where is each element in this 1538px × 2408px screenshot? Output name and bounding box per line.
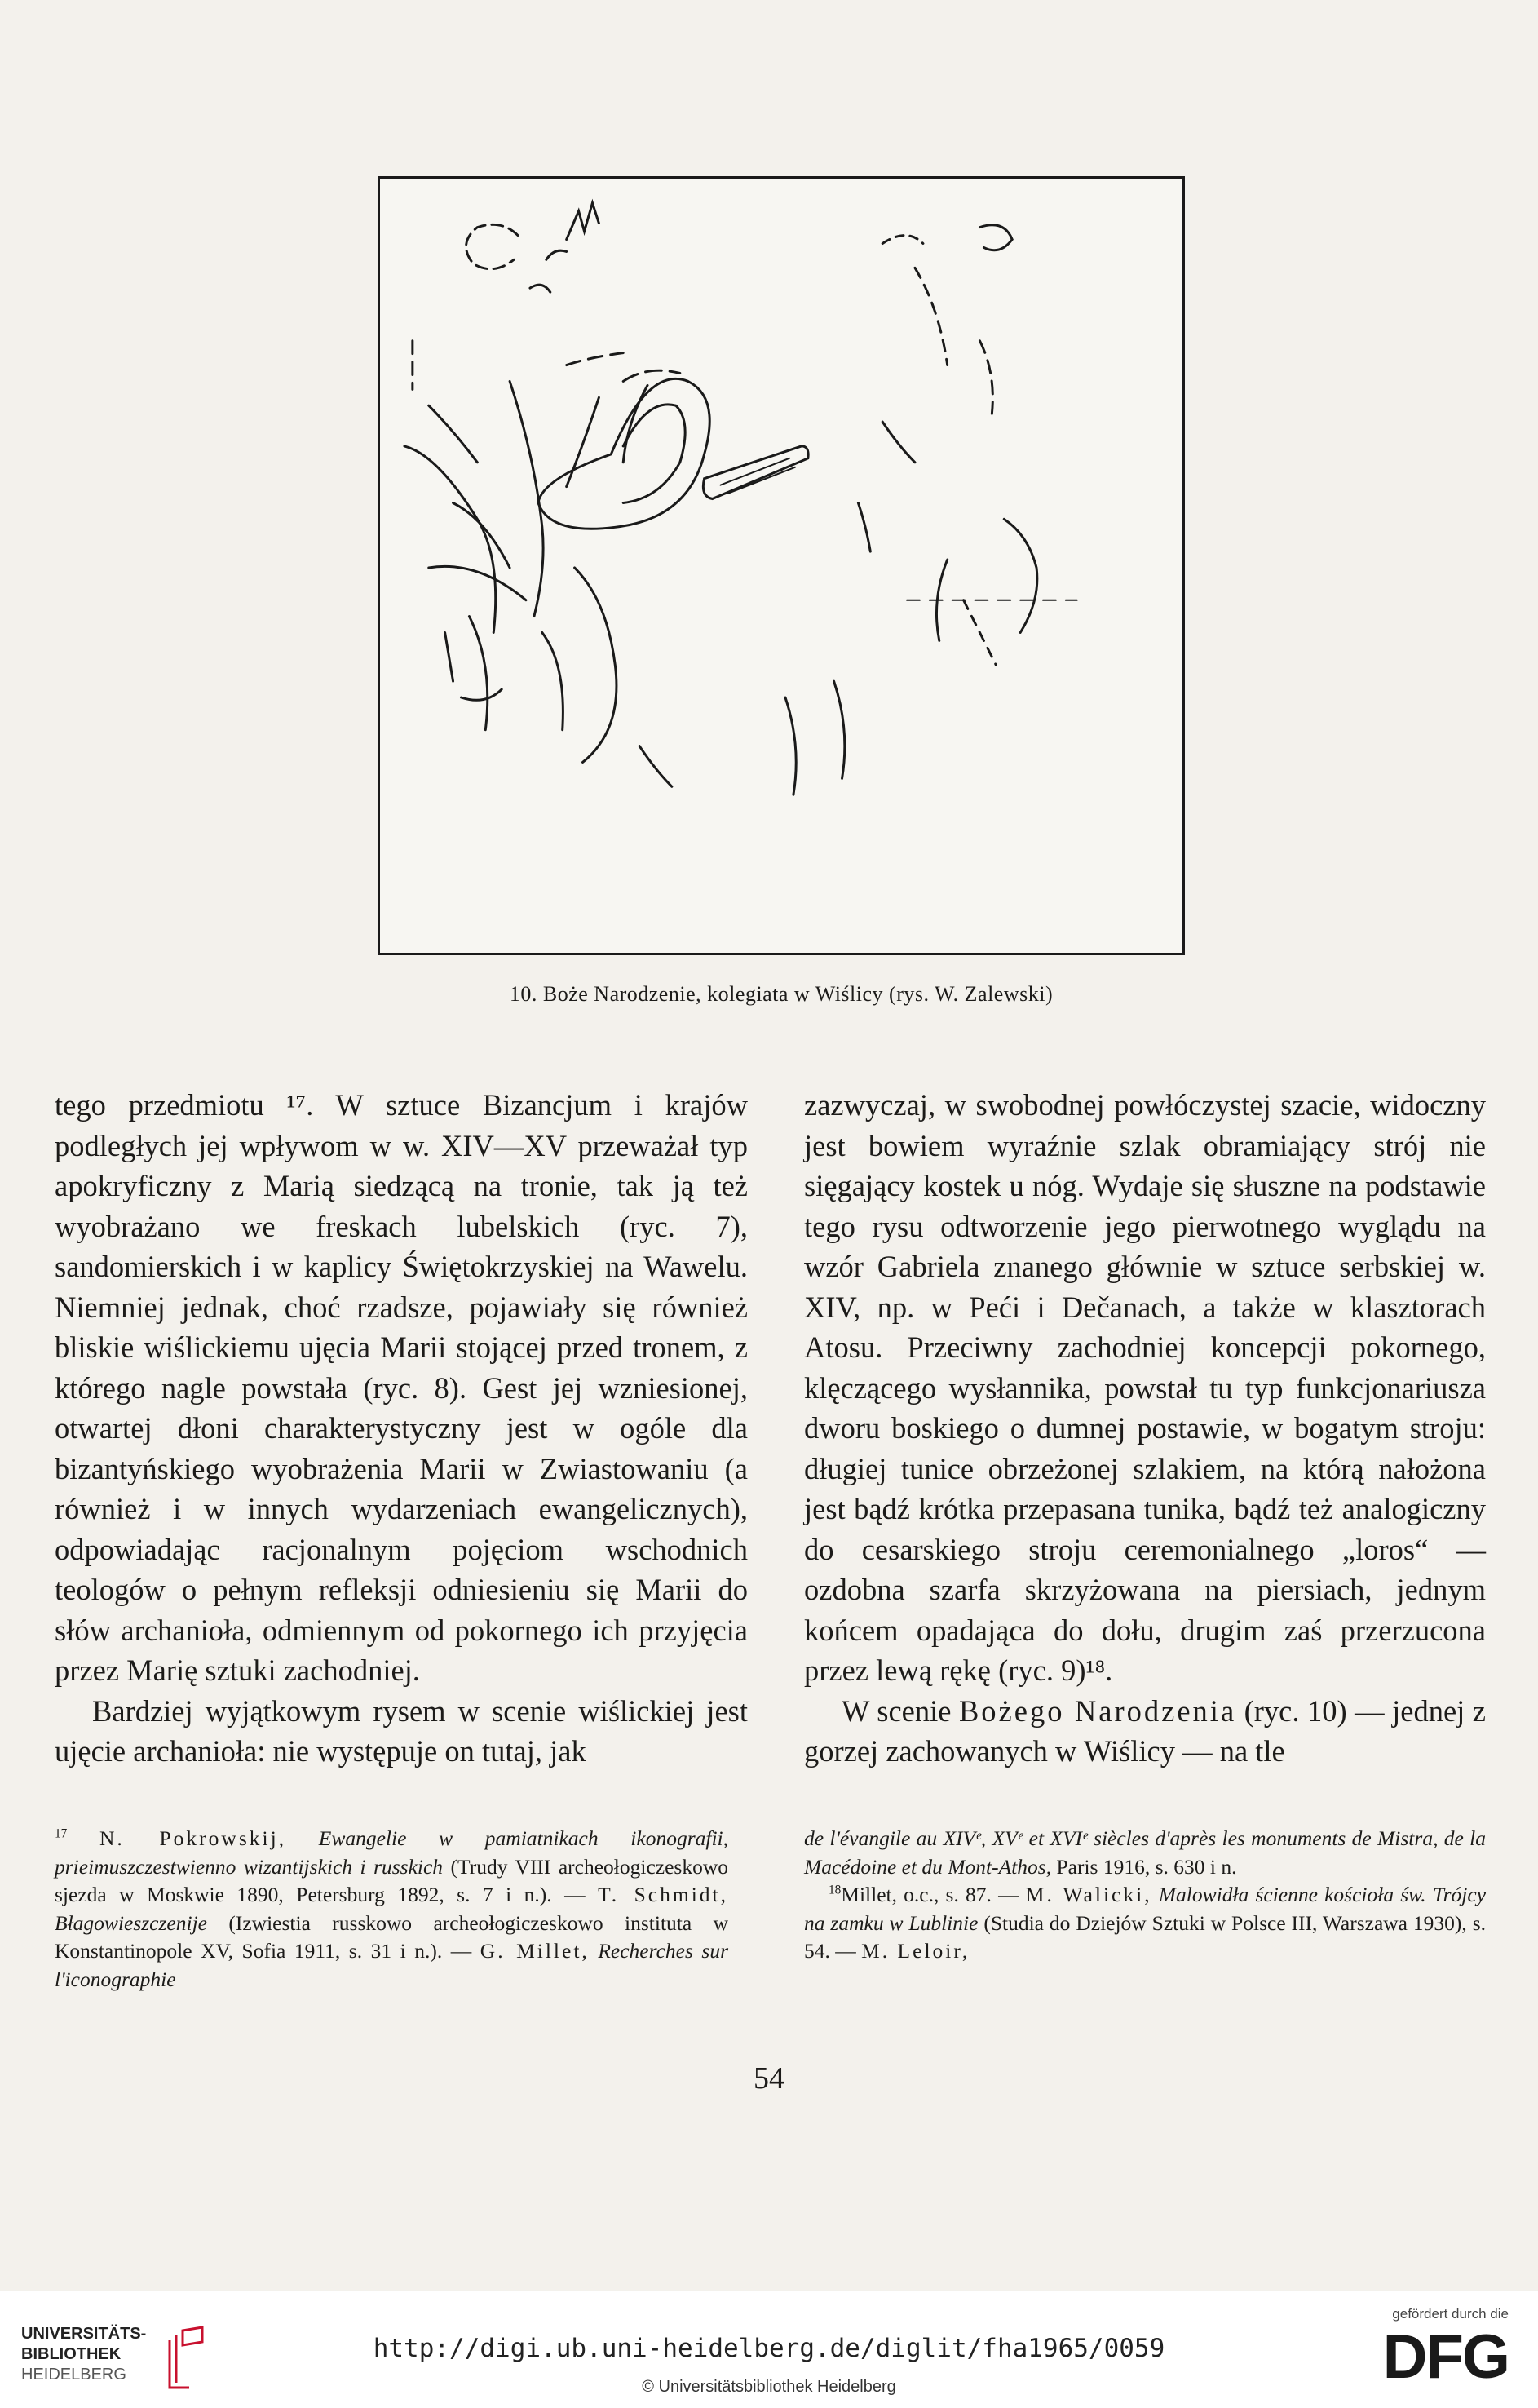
line-drawing-nativity [380,179,1182,953]
footnote-number: 18 [829,1883,842,1897]
dfg-logo: DFG [1382,2322,1509,2392]
footnote-17-continued: de l'évangile au XIVᵉ, XVᵉ et XVIᵉ siècles d'après les monuments de Mistra, de la Macédoine et du Mont-Athos, Paris 1916, s. 630 i n. [804,1826,1486,1879]
paragraph: zazwyczaj, w swobodnej powłóczystej szacie, widoczny jest bowiem wyraźnie szlak obramiający strój nie sięgający kostek u nóg. Wydaje się słuszne na podstawie tego rysu odtworzenie jego pierwotnego wyglądu na wzór Gabriela znanego głównie w sztuce serbskiej w. XIV, np. w Peći i Dečanach, a także w klasztorach Atosu. Przeciwny zachodniej koncepcji pokornego, klęczącego wysłannika, powstał tu typ funkcjonariusza dworu boskiego o dumnej postawie, w bogatym stroju: długiej tunice obrzeżonej szlakiem, na którą nałożona jest bądź krótka przepasana tunika, bądź też analogiczny do cesarskiego stroju ceremonialnego „loros“ — ozdobna szarfa skrzyżowana na piersiach, jednym końcem opadająca do dołu, drugim zaś przerzucona przez lewą rękę (ryc. 9)¹⁸. [804,1088,1486,1687]
permalink-url[interactable]: http://digi.ub.uni-heidelberg.de/diglit/fha1965/0059 [373,2334,1165,2363]
paragraph: Bardziej wyjątkowym rysem w scenie wiślickiej jest ujęcie archanioła: nie występuje on tutaj, jak [55,1693,748,1768]
dfg-funding-block[interactable] [1329,2306,1509,2393]
page-number: 54 [754,2061,784,2096]
body-column-right [804,1085,1486,1772]
paragraph: W scenie Bożego Narodzenia (ryc. 10) — jednej z gorzej zachowanych w Wiślicy — na tle [804,1693,1486,1768]
footnote-17: $^{17}$ N. Pokrowskij, Ewangelie w pamiatnikach ikonografii, prieimuszczestwienno wizantijskich i russkich (Trudy VIII archeołogiczeskowo sjezda w Moskwie 1890, Petersburg 1892, s. 7 i n.). — T. Schmidt, Błagowieszczenije (Izwiestia russkowo archeołogiczeskowo instituta w Konstantinopole XV, Sofia 1911, s. 31 i n.). — G. Millet, Recherches sur l'iconographie [55,1826,729,1991]
footer-bar [0,2291,1538,2408]
figure-illustration [378,176,1185,955]
body-column-left [55,1085,748,1772]
footnote-18: $^{18}$Millet, o.c., s. 87. — M. Walicki, Malowidła ścienne kościoła św. Trójcy na zamku w Lublinie (Studia do Dziejów Sztuki w Polsce III, Warszawa 1930), s. 54. — M. Leloir, [804,1883,1487,1963]
copyright-notice: © Universitätsbibliothek Heidelberg [642,2378,896,2396]
paragraph: tego przedmiotu ¹⁷. W sztuce Bizancjum i krajów podległych jej wpływom w w. XIV—XV przeważał typ apokryficzny z Marią siedzącą na tronie, tak ją też wyobrażano we freskach lubelskich (ryc. 7), sandomierskich i w kaplicy Świętokrzyskiej na Wawelu. Niemniej jednak, choć rzadsze, pojawiały się również bliskie wiślickiemu ujęcia Marii stojącej przed tronem, z którego nagle powstała (ryc. 8). Gest jej wzniesionej, otwartej dłoni charakterystyczny jest w ogóle dla bizantyńskiego wyobrażenia Marii w Zwiastowaniu (a również i w innych wydarzeniach ewangelicznych), odpowiadając racjonalnym pojęciom wschodnich teologów o pełnym refleksji odniesieniu się Marii do słów archanioła, odmiennym od pokornego ich przyjęcia przez Marię sztuki zachodniej. [55,1088,748,1687]
footnotes-right [804,1825,1486,1966]
university-library-logo[interactable]: UNIVERSITÄTS- BIBLIOTHEK HEIDELBERG [21,2324,209,2397]
spaced-heading-text: Bożego Narodzenia [958,1693,1237,1728]
figure-caption: 10. Boże Narodzenie, kolegiata w Wiślicy (rys. W. Zalewski) [509,982,1054,1006]
funded-by-label: gefördert durch die [1392,2306,1509,2322]
footnotes-left [55,1825,728,1994]
footnote-number: 17 [55,1826,68,1841]
